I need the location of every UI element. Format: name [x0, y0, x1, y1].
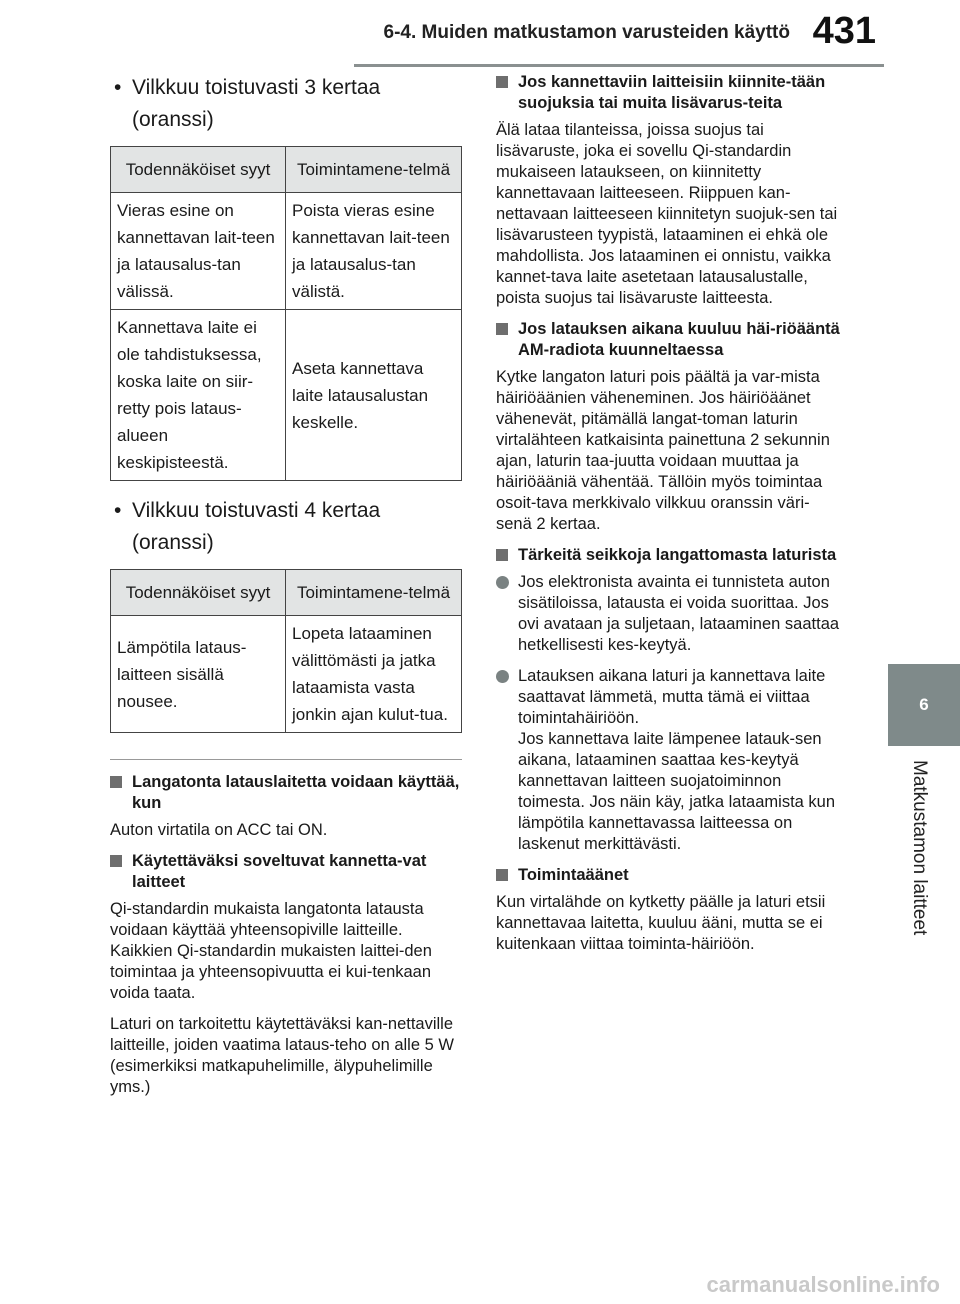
table-cell: Aseta kannettava laite latausalustan keskelle.	[286, 310, 462, 481]
table-cell: Kannettava laite ei ole tahdistuksessa, koska laite on siir-retty pois lataus-alueen keskipisteestä.	[111, 310, 286, 481]
square-bullet-icon	[496, 76, 508, 88]
paragraph: Auton virtatila on ACC tai ON.	[110, 821, 328, 839]
section-heading	[496, 72, 842, 114]
table-row	[111, 310, 462, 481]
bullet-text: Vilkkuu toistuvasti 3 kertaa (oranssi)	[132, 76, 381, 131]
right-column	[496, 72, 842, 965]
section-heading	[110, 772, 462, 814]
table-row	[111, 616, 462, 733]
section-heading	[496, 319, 842, 361]
heading-text: Tärkeitä seikkoja langattomasta laturista	[518, 546, 837, 564]
square-bullet-icon	[496, 549, 508, 561]
table-header: Todennäköiset syyt	[111, 147, 286, 193]
header-section-title: 6-4. Muiden matkustamon varusteiden käyttö	[383, 22, 790, 43]
bullet-text: Vilkkuu toistuvasti 4 kertaa (oranssi)	[132, 499, 381, 554]
list-item	[496, 666, 842, 855]
list-item	[110, 72, 462, 136]
paragraph: Kun virtalähde on kytketty päälle ja laturi etsii kannettavaa laitetta, kuuluu ääni, mutta se ei kuitenkaan viittaa toiminta-häiriöön.	[496, 893, 826, 953]
table-cell: Lämpötila lataus-laitteen sisällä nousee.	[111, 616, 286, 733]
left-column	[110, 72, 462, 1108]
heading-text: Jos kannettaviin laitteisiin kiinnite-tään suojuksia tai muita lisävarus-teita	[518, 73, 826, 112]
table-row	[111, 193, 462, 310]
watermark: carmanualsonline.info	[706, 1272, 940, 1297]
table-cell: Lopeta lataaminen välittömästi ja jatka lataamista vasta jonkin ajan kulut-tua.	[286, 616, 462, 733]
table-header: Toimintamene-telmä	[286, 147, 462, 193]
paragraph-line: Kaikkien Qi-standardin mukaisten laittei-den toimintaa ja yhteensopivuutta ei kui-tenkaan voida taata.	[110, 942, 432, 1002]
table-header: Todennäköiset syyt	[111, 570, 286, 616]
section-heading	[110, 851, 462, 893]
heading-text: Toimintaäänet	[518, 866, 629, 884]
page-number: 431	[812, 10, 876, 52]
list-item-text: Latauksen aikana laturi ja kannettava laite saattavat lämmetä, mutta tämä ei viittaa toimintahäiriöön.	[518, 667, 826, 727]
paragraph-line: Qi-standardin mukaista langatonta latausta voidaan käyttää yhteensopiville laitteille.	[110, 900, 424, 939]
header-rule	[354, 64, 884, 67]
paragraph: Kytke langaton laturi pois päältä ja var-mista häiriöäänien väheneminen. Jos häiriöäänet vähenevät, pitämällä langat-toman laturin virtalähteen katkaisinta painettuna 2 sekunnin ajan, laturin taa-juutta voidaan muuttaa ja häiriöääniä vähentää. Tällöin myös toimintaa osoit-tava merkkivalo vilkkuu oranssin väri-senä 2 kertaa.	[496, 368, 830, 533]
paragraph: Älä lataa tilanteissa, joissa suojus tai lisävaruste, joka ei sovellu Qi-standardin mukaiseen lataukseen, on kiinnitetty kannettavaan laitteeseen. Riippuen kan-nettavaan laitteeseen kiinnitetyn suojuk-sen tai lisävarusteen tyypistä, lataaminen ei ehkä ole mahdollista. Jos lataaminen ei onnistu, vaikka kannet-tava laite asetetaan latausalustalle, poista suojus tai lisävaruste laitteesta.	[496, 121, 838, 307]
paragraph: Laturi on tarkoitettu käytettäväksi kan-nettaville laitteille, joiden vaatima lataus-teho on alle 5 W (esimerkiksi matkapuhelimille, älypuhelimille yms.)	[110, 1015, 454, 1096]
chapter-tab[interactable]: 6	[888, 664, 960, 746]
divider	[110, 759, 462, 760]
square-bullet-icon	[110, 776, 122, 788]
chapter-label: Matkustamon laitteet	[909, 760, 930, 936]
heading-text: Langatonta latauslaitetta voidaan käyttää, kun	[132, 773, 460, 812]
table-cell: Poista vieras esine kannettavan lait-teen ja latausalus-tan välistä.	[286, 193, 462, 310]
list-item-text: Jos kannettava laite lämpenee latauk-sen aikana, lataaminen saattaa kes-keytyä kannettavan laitteen suojatoiminnon toimesta. Jos näin käy, jatka lataamista kun lämpötila kannettavassa laitteessa on laskenut merkittävästi.	[518, 730, 836, 853]
section-heading	[496, 545, 842, 566]
circle-bullet-icon	[496, 670, 509, 683]
table-header: Toimintamene-telmä	[286, 570, 462, 616]
bullet-dot-icon: •	[114, 76, 122, 99]
list-item	[110, 495, 462, 559]
list-item	[496, 572, 842, 656]
heading-text: Käytettäväksi soveltuvat kannetta-vat laitteet	[132, 852, 427, 891]
heading-text: Jos latauksen aikana kuuluu häi-riöääntä AM-radiota kuunneltaessa	[518, 320, 840, 359]
section-heading	[496, 865, 842, 886]
table-cell: Vieras esine on kannettavan lait-teen ja latausalus-tan välissä.	[111, 193, 286, 310]
square-bullet-icon	[110, 855, 122, 867]
circle-bullet-icon	[496, 576, 509, 589]
paragraph	[110, 899, 462, 1004]
square-bullet-icon	[496, 869, 508, 881]
square-bullet-icon	[496, 323, 508, 335]
list-item-text: Jos elektronista avainta ei tunnisteta auton sisätiloissa, latausta ei voida suorittaa. Jos ovi avataan ja suljetaan, lataaminen saattaa hetkellisesti kes-keytyä.	[518, 573, 840, 654]
cause-table-1	[110, 146, 462, 481]
bullet-dot-icon: •	[114, 499, 122, 522]
cause-table-2	[110, 569, 462, 733]
